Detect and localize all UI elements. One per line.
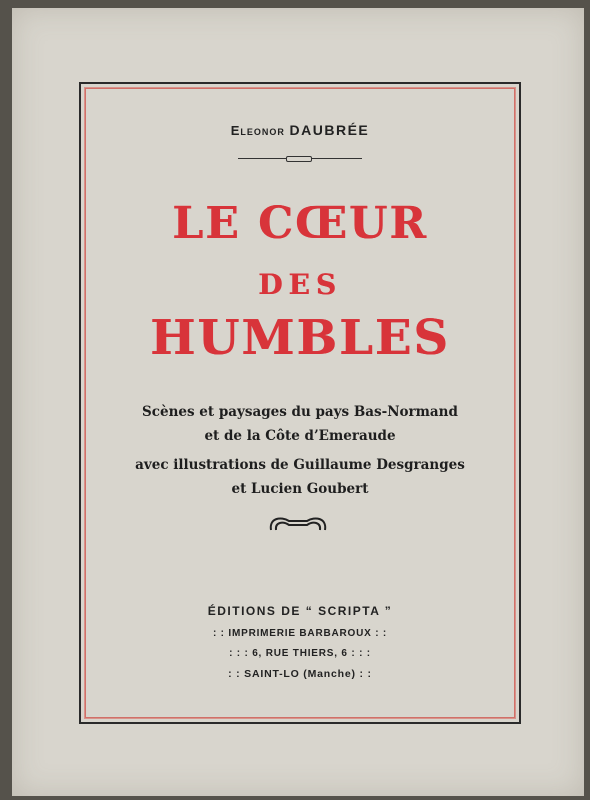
author-first-name: Eleonor [230,123,285,138]
subtitle-line-4: et Lucien Goubert [231,481,369,497]
outer-border-frame [79,82,521,724]
red-inner-border-frame [84,87,516,719]
printer-address: : : : 6, RUE THIERS, 6 : : : [229,648,371,659]
printer-name: : : IMPRIMERIE BARBAROUX : : [212,628,388,639]
author-last-name: DAUBRÉE [289,122,370,138]
subtitle-line-2: et de la Côte d’Emeraude [204,428,396,444]
divider-ornament [286,156,312,162]
book-cover [12,8,584,796]
title-line-1: LE CŒUR [172,198,428,249]
printer-city: : : SAINT-LO (Manche) : : [228,668,372,680]
fleuron-ornament-icon [267,512,329,534]
subtitle-line-1: Scènes et paysages du pays Bas-Normand [142,404,458,420]
author-name [81,122,519,138]
title-line-2: DES [258,268,342,301]
subtitle-line-3: avec illustrations de Guillaume Desgranges [135,457,465,473]
publisher-name: ÉDITIONS DE “ SCRIPTA ” [207,604,393,618]
title-line-3: HUMBLES [150,310,450,366]
